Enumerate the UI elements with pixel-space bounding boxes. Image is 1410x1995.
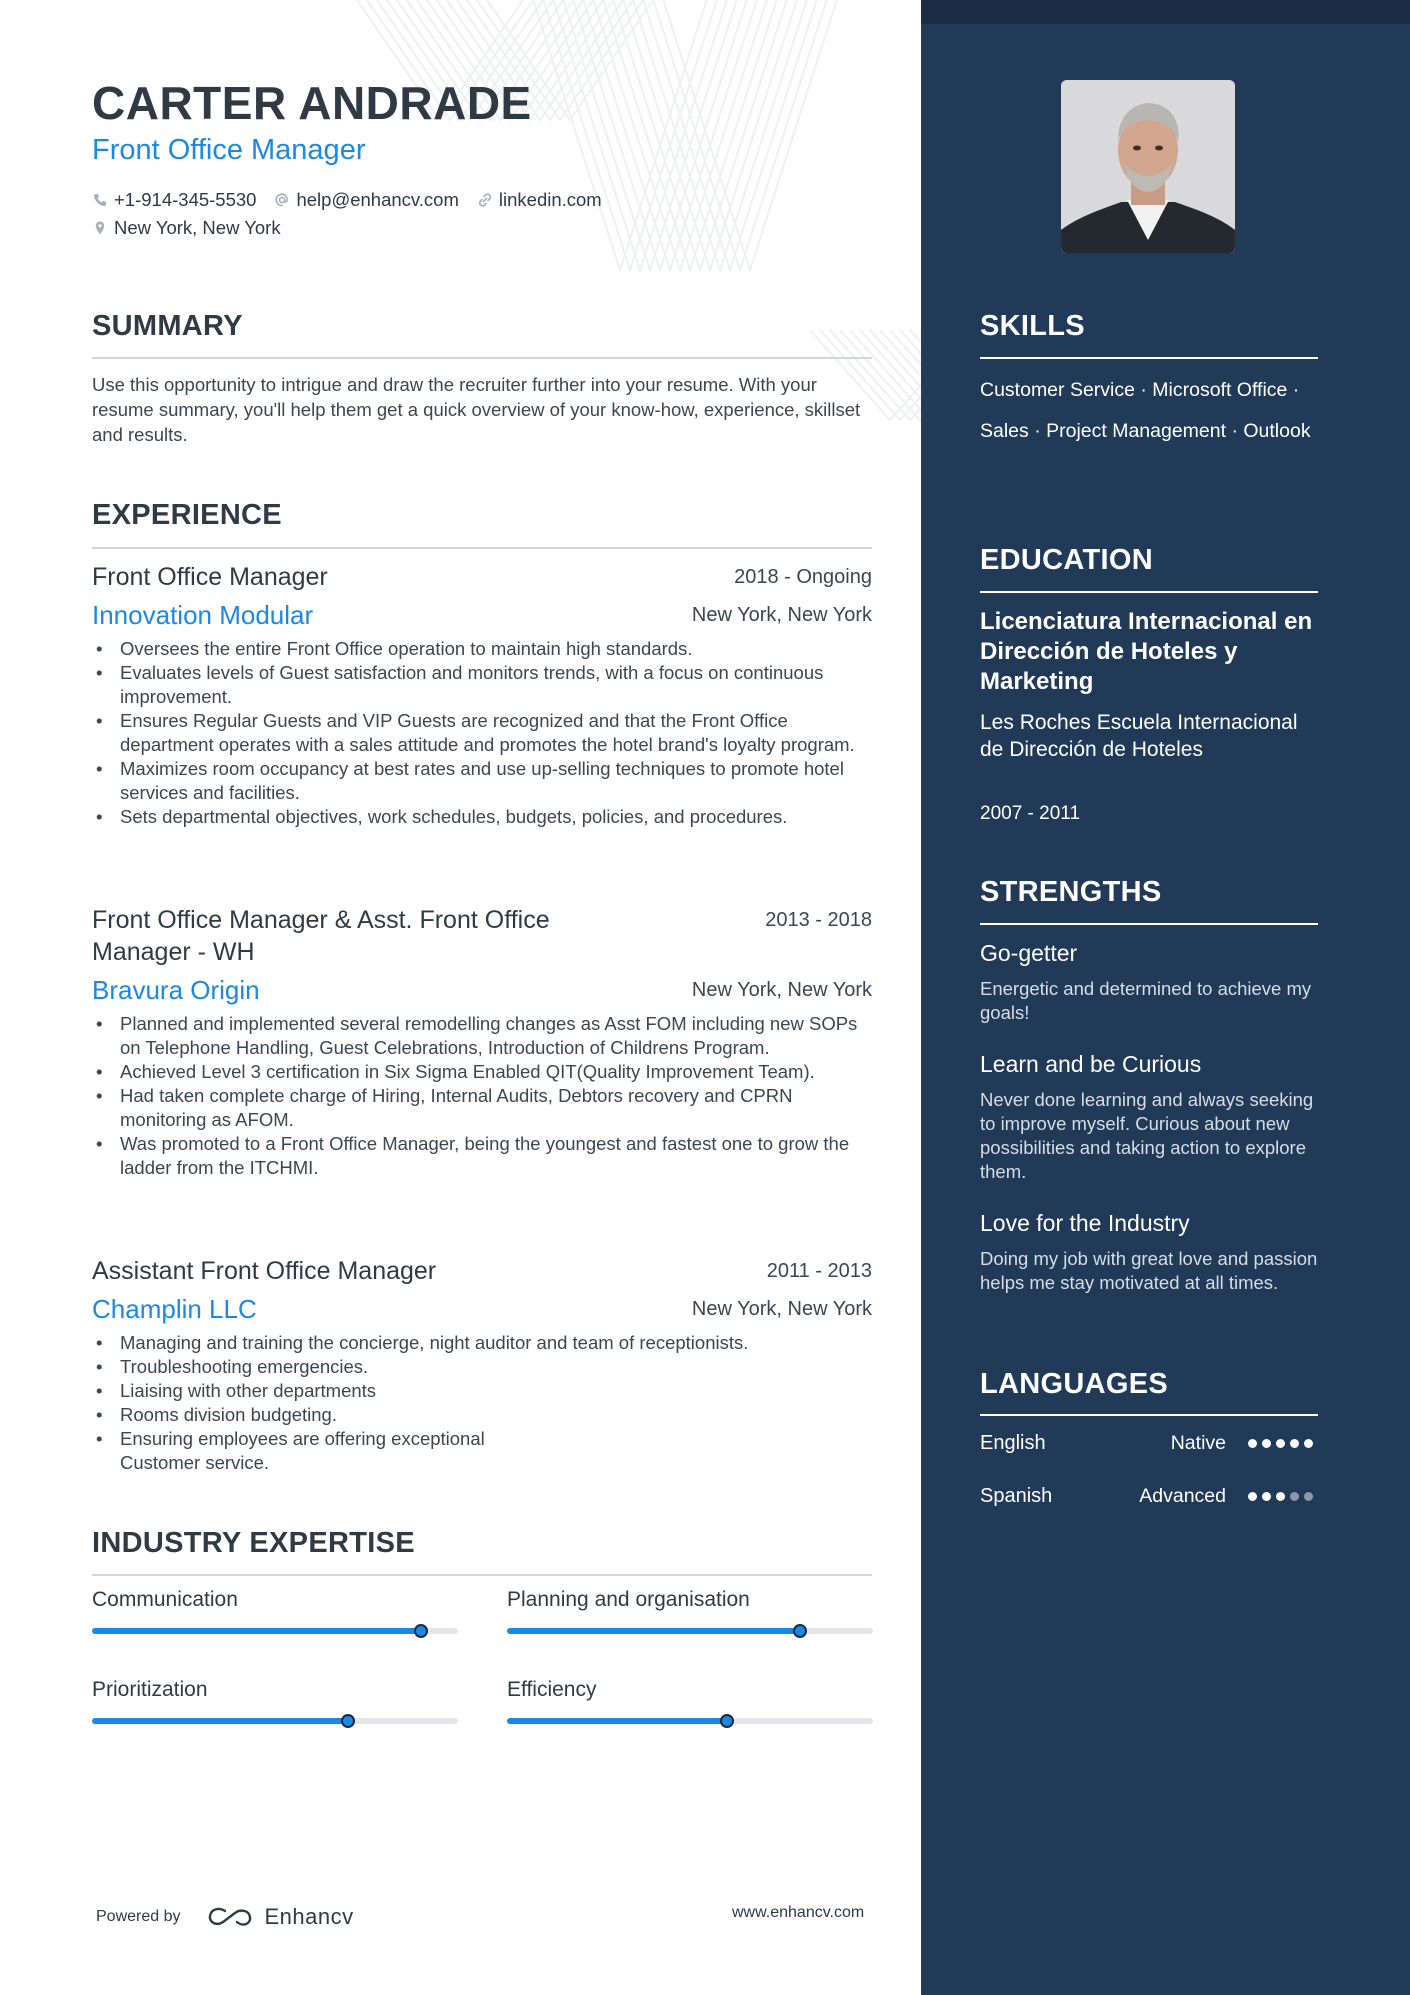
education-years: 2007 - 2011 [980, 803, 1081, 824]
expertise-bar-fill [507, 1718, 727, 1724]
location-pin-icon [92, 220, 108, 236]
experience-dates: 2018 - Ongoing [734, 566, 872, 588]
enhancv-logo-icon [207, 1905, 255, 1929]
experience-divider [92, 547, 872, 549]
proficiency-dot [1262, 1439, 1271, 1448]
bullet-item: • Managing and training the concierge, night auditor and team of receptionists. [92, 1331, 880, 1355]
location-text: New York, New York [114, 217, 281, 238]
bullet-item: • Troubleshooting emergencies. [92, 1355, 562, 1379]
strength-item [980, 1210, 1325, 1295]
proficiency-dot [1262, 1492, 1271, 1501]
experience-role: Front Office Manager & Asst. Front Office Manager - WH [92, 906, 550, 966]
strength-description: Doing my job with great love and passion helps me stay motivated at all times. [980, 1248, 1318, 1293]
bullet-item: • Ensuring employees are offering exceptional Customer service. [92, 1427, 562, 1475]
expertise-bar-fill [507, 1628, 800, 1634]
language-proficiency-dots [1248, 1439, 1318, 1448]
skills-heading: SKILLS [980, 310, 1085, 342]
experience-dates: 2013 - 2018 [765, 909, 872, 931]
experience-heading: EXPERIENCE [92, 499, 282, 531]
languages-heading: LANGUAGES [980, 1368, 1168, 1400]
skills-list: Customer Service · Microsoft Office · Sales · Project Management · Outlook [980, 379, 1311, 442]
bullet-item: • Ensures Regular Guests and VIP Guests are recognized and that the Front Office department operates with a sales attitude and promotes the hotel brand's loyalty program. [92, 709, 872, 757]
summary-text: Use this opportunity to intrigue and draw the recruiter further into your resume. With your resume summary, you'll help them get a quick overview of your know-how, experience, skillset and results. [92, 374, 861, 445]
education-degree: Licenciatura Internacional en Dirección de Hoteles y Marketing [980, 608, 1313, 695]
expertise-bar-track [92, 1628, 458, 1634]
candidate-name: CARTER ANDRADE [92, 77, 532, 129]
language-level: Native [1170, 1431, 1226, 1454]
powered-by-text: Powered by [96, 1908, 181, 1925]
strength-description: Energetic and determined to achieve my goals! [980, 978, 1312, 1023]
email-text: help@enhancv.com [296, 189, 459, 210]
experience-location: New York, New York [691, 978, 872, 1001]
summary-divider [92, 357, 872, 359]
experience-entry [92, 1255, 872, 1475]
expertise-bar-knob [720, 1714, 734, 1728]
experience-company: Innovation Modular [92, 600, 314, 630]
experience-entry [92, 904, 872, 1180]
location-contact [92, 217, 281, 239]
bullet-item: • Liaising with other departments [92, 1379, 562, 1403]
language-item [980, 1428, 1318, 1458]
proficiency-dot [1290, 1492, 1299, 1501]
candidate-title: Front Office Manager [92, 134, 366, 166]
experience-location: New York, New York [691, 603, 872, 626]
experience-location: New York, New York [691, 1297, 872, 1320]
bullet-item: • Was promoted to a Front Office Manager, being the youngest and fastest one to grow the ladder from the ITCHMI. [92, 1132, 872, 1180]
expertise-label: Communication [92, 1588, 238, 1611]
industry-expertise-divider [92, 1574, 872, 1576]
summary-heading: SUMMARY [92, 310, 243, 342]
experience-company: Champlin LLC [92, 1294, 257, 1324]
expertise-bar-fill [92, 1718, 348, 1724]
phone-text: +1-914-345-5530 [114, 189, 257, 210]
proficiency-dot [1276, 1439, 1285, 1448]
expertise-label: Planning and organisation [507, 1588, 750, 1611]
at-icon [274, 192, 290, 208]
strength-title: Love for the Industry [980, 1210, 1190, 1236]
expertise-item [92, 1678, 458, 1724]
experience-entry [92, 561, 872, 829]
strengths-divider [980, 923, 1318, 925]
bullet-item: • Evaluates levels of Guest satisfaction and monitors trends, with a focus on continuous improvement. [92, 661, 872, 709]
email-contact[interactable] [274, 189, 458, 211]
industry-expertise-heading: INDUSTRY EXPERTISE [92, 1527, 415, 1559]
link-icon [477, 192, 493, 208]
proficiency-dot [1304, 1439, 1313, 1448]
bullet-item: • Planned and implemented several remodelling changes as Asst FOM including new SOPs on Telephone Handling, Guest Celebrations, Introduction of Childrens Program. [92, 1012, 872, 1060]
proficiency-dot [1248, 1439, 1257, 1448]
strengths-heading: STRENGTHS [980, 876, 1162, 908]
expertise-item [507, 1588, 873, 1634]
experience-role: Front Office Manager [92, 563, 328, 591]
bullet-item: • Oversees the entire Front Office operation to maintain high standards. [92, 637, 872, 661]
linkedin-text: linkedin.com [498, 189, 602, 210]
language-proficiency-dots [1248, 1492, 1318, 1501]
expertise-bar-fill [92, 1628, 421, 1634]
education-divider [980, 591, 1318, 593]
enhancv-brand-text[interactable]: Enhancv [264, 1904, 354, 1929]
proficiency-dot [1304, 1492, 1313, 1501]
experience-dates: 2011 - 2013 [766, 1260, 872, 1282]
language-name: Spanish [980, 1484, 1053, 1507]
expertise-label: Efficiency [507, 1678, 597, 1701]
linkedin-contact[interactable] [477, 189, 602, 211]
bullet-item: • Achieved Level 3 certification in Six Sigma Enabled QIT(Quality Improvement Team). [92, 1060, 872, 1084]
experience-bullets [92, 1331, 749, 1475]
expertise-bar-track [507, 1718, 873, 1724]
bullet-item: • Maximizes room occupancy at best rates and use up-selling techniques to promote hotel services and facilities. [92, 757, 872, 805]
strength-title: Learn and be Curious [980, 1051, 1202, 1077]
expertise-item [507, 1678, 873, 1724]
strength-title: Go-getter [980, 940, 1078, 966]
experience-company: Bravura Origin [92, 975, 260, 1005]
phone-contact[interactable] [92, 189, 256, 211]
expertise-label: Prioritization [92, 1678, 208, 1701]
expertise-item [92, 1588, 458, 1634]
experience-bullets [92, 1012, 872, 1180]
bullet-item: • Had taken complete charge of Hiring, Internal Audits, Debtors recovery and CPRN monitoring as AFOM. [92, 1084, 872, 1132]
languages-divider [980, 1414, 1318, 1416]
language-level: Advanced [1139, 1484, 1226, 1507]
expertise-bar-knob [793, 1624, 807, 1638]
bullet-item: • Sets departmental objectives, work schedules, budgets, policies, and procedures. [92, 805, 872, 829]
contact-info [92, 186, 620, 242]
expertise-bar-track [507, 1628, 873, 1634]
strength-item [980, 940, 1325, 1025]
proficiency-dot [1276, 1492, 1285, 1501]
education-heading: EDUCATION [980, 544, 1153, 576]
phone-icon [92, 192, 108, 208]
profile-photo [1061, 80, 1235, 253]
education-school: Les Roches Escuela Internacional de Dirección de Hoteles [980, 711, 1298, 761]
proficiency-dot [1248, 1492, 1257, 1501]
skills-divider [980, 357, 1318, 359]
language-name: English [980, 1431, 1046, 1454]
footer-powered-by [96, 1904, 354, 1930]
footer-url[interactable]: www.enhancv.com [732, 1904, 865, 1921]
strength-item [980, 1051, 1325, 1184]
proficiency-dot [1290, 1439, 1299, 1448]
strength-description: Never done learning and always seeking to improve myself. Curious about new possibilities and taking action to explore them. [980, 1089, 1314, 1182]
expertise-bar-track [92, 1718, 458, 1724]
language-item [980, 1481, 1318, 1511]
experience-bullets [92, 637, 872, 829]
experience-role: Assistant Front Office Manager [92, 1257, 437, 1285]
portrait-image [1061, 80, 1235, 253]
bullet-item: • Rooms division budgeting. [92, 1403, 562, 1427]
sidebar-top-bar [921, 0, 1410, 24]
